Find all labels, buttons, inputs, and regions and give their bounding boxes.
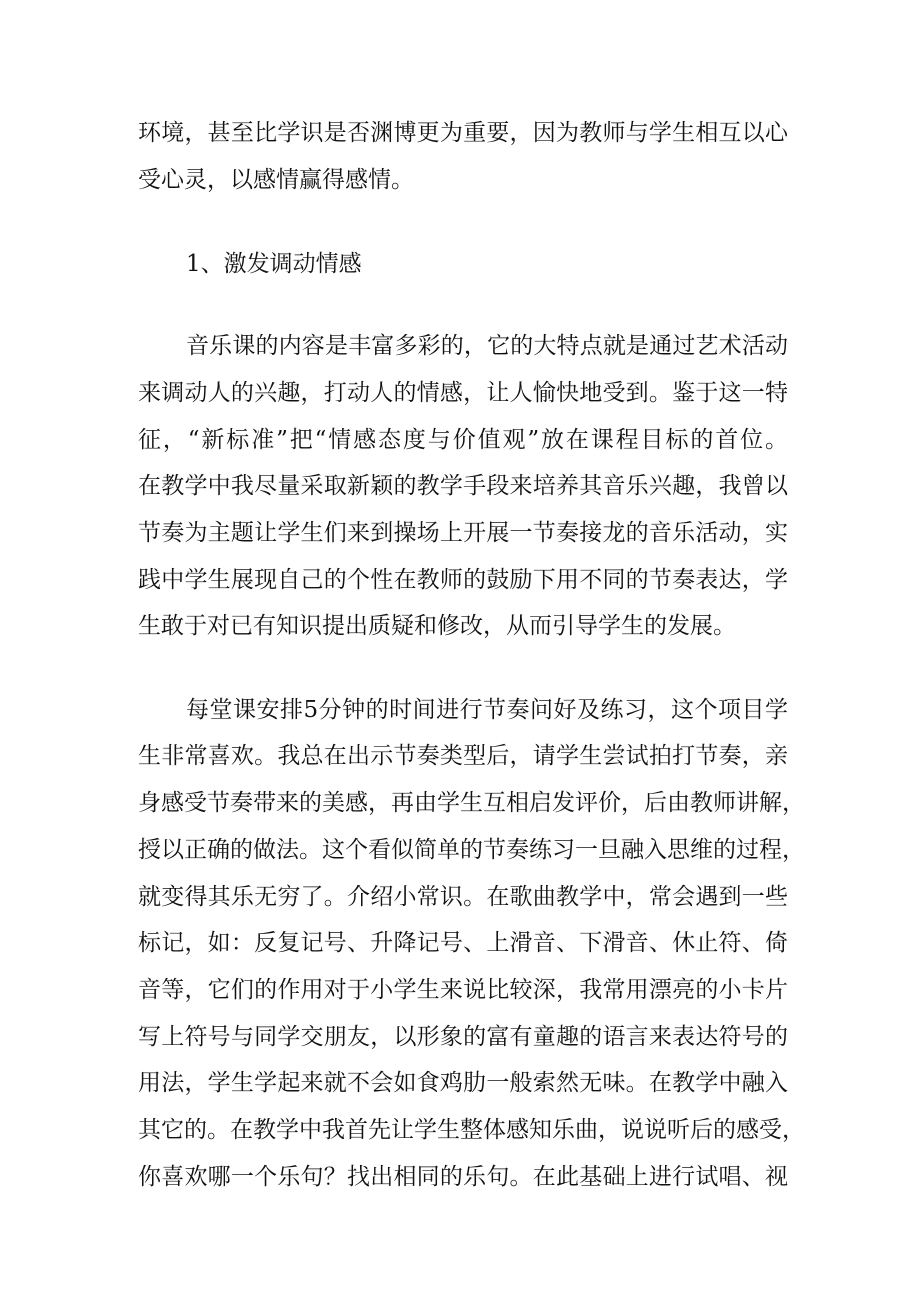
paragraph-2-line-9: 用法，学生学起来就不会如食鸡肋一般索然无味。在教学中融入 [138, 1070, 788, 1096]
paragraph-2-line-5: 就变得其乐无穷了。介绍小常识。在歌曲教学中，常会遇到一些 [138, 884, 788, 910]
intro-line-1: 环境，甚至比学识是否渊博更为重要，因为教师与学生相互以心 [138, 120, 788, 146]
paragraph-2-line-6: 标记，如：反复记号、升降记号、上滑音、下滑音、休止符、倚 [138, 930, 788, 956]
paragraph-2-line-7: 音等，它们的作用对于小学生来说比较深，我常用漂亮的小卡片 [138, 977, 788, 1003]
paragraph-2-line-11: 你喜欢哪一个乐句？找出相同的乐句。在此基础上进行试唱、视 [138, 1164, 788, 1190]
paragraph-2-line-10: 其它的。在教学中我首先让学生整体感知乐曲，说说听后的感受， [138, 1117, 805, 1143]
intro-line-2: 受心灵，以感情赢得感情。 [138, 167, 414, 193]
paragraph-1-line-4: 在教学中我尽量采取新颖的教学手段来培养其音乐兴趣，我曾以 [138, 473, 788, 499]
paragraph-2-line-3: 身感受节奏带来的美感，再由学生互相启发评价，后由教师讲解， [138, 790, 805, 816]
paragraph-2-line-1: 每堂课安排5分钟的时间进行节奏问好及练习，这个项目学 [186, 697, 788, 723]
paragraph-1-line-1: 音乐课的内容是丰富多彩的，它的大特点就是通过艺术活动 [186, 333, 788, 359]
paragraph-1-line-3: 征，“新标准”把“情感态度与价值观”放在课程目标的首位。 [138, 427, 788, 453]
paragraph-1-line-5: 节奏为主题让学生们来到操场上开展一节奏接龙的音乐活动，实 [138, 520, 788, 546]
paragraph-1-line-2: 来调动人的兴趣，打动人的情感，让人愉快地受到。鉴于这一特 [138, 380, 788, 406]
paragraph-2-line-8: 写上符号与同学交朋友，以形象的富有童趣的语言来表达符号的 [138, 1024, 788, 1050]
paragraph-2-line-2: 生非常喜欢。我总在出示节奏类型后，请学生尝试拍打节奏，亲 [138, 743, 788, 769]
paragraph-1-line-6: 践中学生展现自己的个性在教师的鼓励下用不同的节奏表达，学 [138, 567, 788, 593]
section-heading: 1、激发调动情感 [186, 251, 362, 277]
paragraph-2-line-4: 授以正确的做法。这个看似简单的节奏练习一旦融入思维的过程， [138, 837, 805, 863]
paragraph-1-line-7: 生敢于对已有知识提出质疑和修改，从而引导学生的发展。 [138, 613, 736, 639]
